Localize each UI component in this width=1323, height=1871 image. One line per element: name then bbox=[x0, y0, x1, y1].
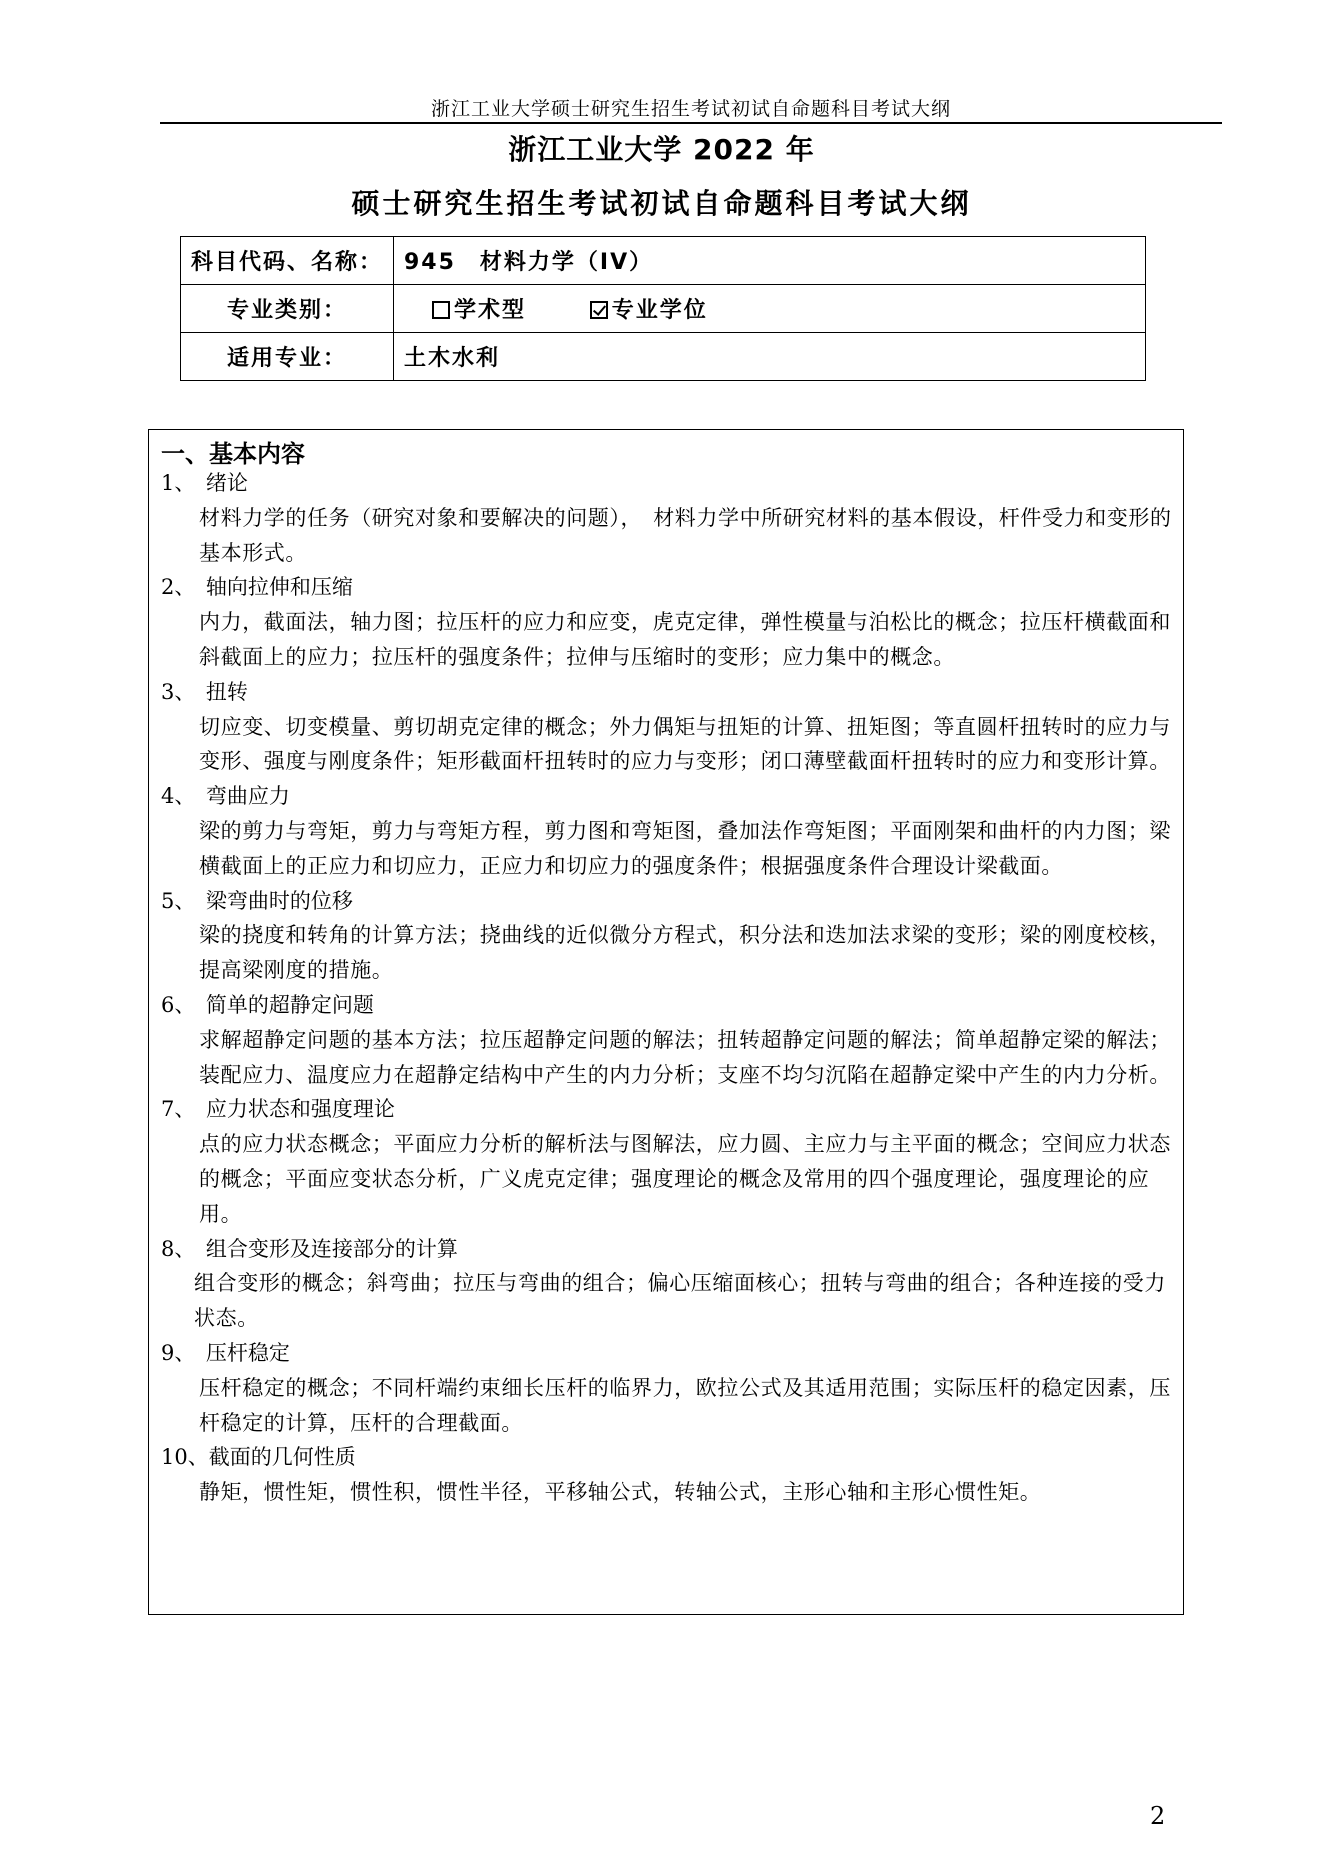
major-label: 适用专业： bbox=[181, 333, 394, 381]
topic-body: 内力，截面法，轴力图；拉压杆的应力和应变，虎克定律，弹性模量与泊松比的概念；拉压杆横截面和斜截面上的应力；拉压杆的强度条件；拉伸与压缩时的变形；应力集中的概念。 bbox=[199, 610, 1171, 669]
option-professional[interactable] bbox=[590, 293, 708, 324]
topic-item bbox=[161, 675, 1173, 779]
running-header: 浙江工业大学硕士研究生招生考试初试自命题科目考试大纲 bbox=[430, 98, 951, 120]
topic-body: 静矩，惯性矩，惯性积，惯性半径，平移轴公式，转轴公式，主形心轴和主形心惯性矩。 bbox=[199, 1480, 1042, 1505]
topic-heading: 9、 压杆稳定 bbox=[161, 1340, 290, 1365]
topic-heading: 4、 弯曲应力 bbox=[161, 784, 290, 809]
option-academic[interactable] bbox=[432, 293, 526, 324]
topic-body: 点的应力状态概念；平面应力分析的解析法与图解法，应力圆、主应力与主平面的概念；空间应力状态的概念；平面应变状态分析，广义虎克定律；强度理论的概念及常用的四个强度理论，强度理论的应用。 bbox=[199, 1132, 1171, 1226]
topic-heading: 6、 简单的超静定问题 bbox=[161, 992, 374, 1017]
checkbox-checked-icon[interactable] bbox=[590, 301, 608, 319]
major-row bbox=[181, 333, 1146, 381]
document-subtitle: 硕士研究生招生考试初试自命题科目考试大纲 bbox=[351, 187, 972, 220]
content-box bbox=[148, 429, 1184, 1615]
topic-body: 求解超静定问题的基本方法；拉压超静定问题的解法；扭转超静定问题的解法；简单超静定梁的解法；装配应力、温度应力在超静定结构中产生的内力分析；支座不均匀沉陷在超静定梁中产生的内力分析。 bbox=[199, 1027, 1171, 1087]
topic-body: 材料力学的任务（研究对象和要解决的问题）， 材料力学中所研究材料的基本假设，杆件受力和变形的基本形式。 bbox=[199, 505, 1172, 565]
category-row bbox=[181, 285, 1146, 333]
topic-heading: 10、截面的几何性质 bbox=[161, 1445, 356, 1470]
subject-label: 科目代码、名称： bbox=[181, 237, 394, 285]
topic-body: 梁的剪力与弯矩，剪力与弯矩方程，剪力图和弯矩图，叠加法作弯矩图；平面刚架和曲杆的内力图；梁横截面上的正应力和切应力，正应力和切应力的强度条件；根据强度条件合理设计梁截面。 bbox=[199, 818, 1171, 878]
topic-item bbox=[161, 466, 1173, 570]
topic-item bbox=[161, 570, 1173, 674]
topic-heading: 1、 绪论 bbox=[161, 471, 248, 495]
subject-value: 945 材料力学（IV） bbox=[394, 237, 1146, 285]
topic-list bbox=[161, 466, 1173, 1510]
topic-item bbox=[161, 1092, 1173, 1231]
checkbox-unchecked-icon[interactable] bbox=[432, 301, 450, 319]
topic-item bbox=[161, 779, 1173, 883]
major-value: 土木水利 bbox=[394, 333, 1146, 381]
topic-body: 压杆稳定的概念；不同杆端约束细长压杆的临界力，欧拉公式及其适用范围；实际压杆的稳定因素，压杆稳定的计算，压杆的合理截面。 bbox=[199, 1375, 1171, 1435]
topic-heading: 8、 组合变形及连接部分的计算 bbox=[161, 1236, 458, 1261]
topic-item bbox=[161, 1440, 1173, 1510]
topic-body: 梁的挠度和转角的计算方法；挠曲线的近似微分方程式，积分法和迭加法求梁的变形；梁的刚度校核，提高梁刚度的措施。 bbox=[199, 923, 1171, 983]
topic-item bbox=[161, 1336, 1173, 1440]
option-professional-label: 专业学位 bbox=[611, 298, 708, 323]
category-label: 专业类别： bbox=[181, 285, 394, 333]
topic-heading: 5、 梁弯曲时的位移 bbox=[161, 888, 353, 913]
subject-row bbox=[181, 237, 1146, 285]
topic-item bbox=[161, 884, 1173, 988]
subject-info-table bbox=[180, 236, 1146, 381]
topic-heading: 3、 扭转 bbox=[161, 679, 248, 704]
topic-item bbox=[161, 1232, 1173, 1336]
option-academic-label: 学术型 bbox=[454, 298, 527, 323]
topic-heading: 2、 轴向拉伸和压缩 bbox=[161, 575, 353, 600]
category-options bbox=[394, 285, 1146, 333]
header-rule bbox=[160, 122, 1222, 124]
topic-item bbox=[161, 988, 1173, 1092]
topic-body: 组合变形的概念；斜弯曲；拉压与弯曲的组合；偏心压缩面核心；扭转与弯曲的组合；各种连接的受力状态。 bbox=[194, 1271, 1166, 1331]
section-title: 一、基本内容 bbox=[161, 440, 305, 468]
topic-heading: 7、 应力状态和强度理论 bbox=[161, 1097, 395, 1122]
topic-body: 切应变、切变模量、剪切胡克定律的概念；外力偶矩与扭矩的计算、扭矩图；等直圆杆扭转时的应力与变形、强度与刚度条件；矩形截面杆扭转时的应力与变形；闭口薄壁截面杆扭转时的应力和变形计算。 bbox=[199, 714, 1171, 774]
document-title: 浙江工业大学 2022 年 bbox=[508, 133, 815, 166]
page-number: 2 bbox=[1150, 1802, 1166, 1830]
